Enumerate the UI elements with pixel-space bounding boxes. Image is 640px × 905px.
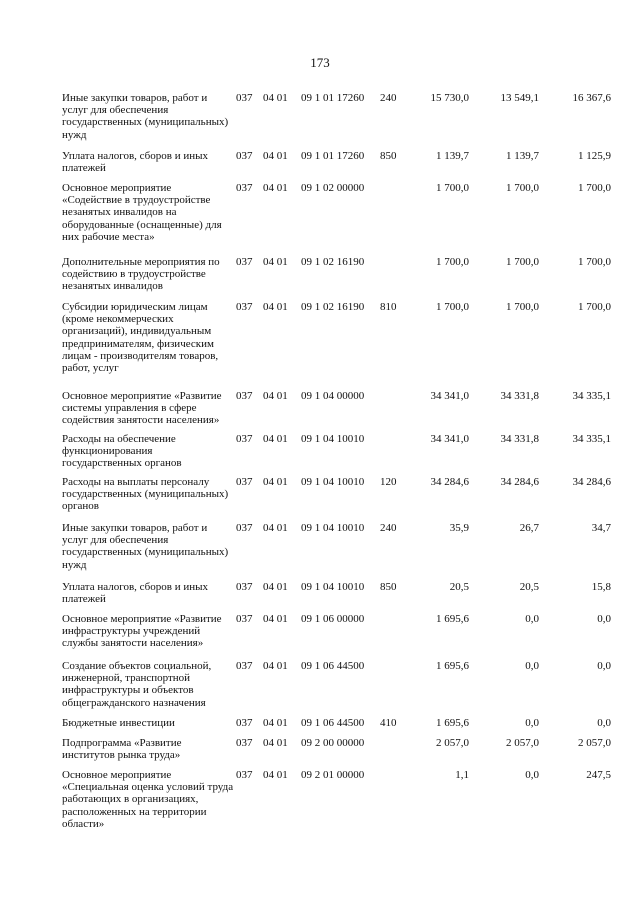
row-amount-year2: 1 700,0	[506, 182, 539, 194]
row-ministry-code: 037	[236, 150, 253, 162]
row-amount-year1: 1 695,6	[436, 660, 469, 672]
row-amount-year1: 1 695,6	[436, 613, 469, 625]
row-expense-type: 410	[380, 717, 397, 729]
row-section-code: 04 01	[263, 476, 288, 488]
row-target-article: 09 1 02 16190	[301, 256, 365, 268]
row-target-article: 09 1 04 10010	[301, 581, 365, 593]
row-ministry-code: 037	[236, 182, 253, 194]
row-amount-year3: 1 125,9	[578, 150, 611, 162]
row-amount-year1: 2 057,0	[436, 737, 469, 749]
row-expense-type: 850	[380, 581, 397, 593]
row-amount-year3: 34 335,1	[572, 433, 611, 445]
row-target-article: 09 2 01 00000	[301, 769, 365, 781]
row-amount-year3: 15,8	[591, 581, 611, 593]
row-amount-year3: 1 700,0	[578, 256, 611, 268]
row-ministry-code: 037	[236, 717, 253, 729]
row-description: Расходы на обеспечение функционирования государственных органов	[62, 433, 182, 470]
row-description: Расходы на выплаты персоналу государственных (муниципальных) органов	[62, 476, 229, 513]
row-amount-year3: 0,0	[597, 717, 611, 729]
row-amount-year3: 247,5	[586, 769, 611, 781]
row-section-code: 04 01	[263, 613, 288, 625]
row-ministry-code: 037	[236, 92, 253, 104]
row-amount-year3: 34,7	[591, 522, 611, 534]
row-section-code: 04 01	[263, 256, 288, 268]
row-amount-year2: 34 284,6	[500, 476, 539, 488]
row-target-article: 09 1 06 00000	[301, 613, 365, 625]
row-section-code: 04 01	[263, 717, 288, 729]
row-amount-year2: 0,0	[525, 769, 539, 781]
row-target-article: 09 1 02 00000	[301, 182, 365, 194]
row-expense-type: 240	[380, 92, 397, 104]
row-amount-year1: 1,1	[455, 769, 469, 781]
row-ministry-code: 037	[236, 613, 253, 625]
row-target-article: 09 1 01 17260	[301, 150, 365, 162]
row-section-code: 04 01	[263, 390, 288, 402]
row-expense-type: 120	[380, 476, 397, 488]
row-description: Основное мероприятие «Развитие инфраструктуры учреждений службы занятости населения»	[62, 613, 222, 650]
row-description: Уплата налогов, сборов и иных платежей	[62, 150, 209, 175]
row-amount-year3: 1 700,0	[578, 301, 611, 313]
row-ministry-code: 037	[236, 390, 253, 402]
row-amount-year3: 0,0	[597, 613, 611, 625]
row-amount-year1: 15 730,0	[430, 92, 469, 104]
page-number: 173	[310, 55, 330, 70]
row-amount-year1: 1 139,7	[436, 150, 469, 162]
row-target-article: 09 1 04 00000	[301, 390, 365, 402]
row-amount-year2: 2 057,0	[506, 737, 539, 749]
row-description: Основное мероприятие «Содействие в трудоустройстве незанятых инвалидов на оборудованные (оснащенные) для них рабочие места»	[62, 182, 222, 243]
row-target-article: 09 1 01 17260	[301, 92, 365, 104]
row-amount-year3: 0,0	[597, 660, 611, 672]
row-amount-year1: 34 341,0	[430, 390, 469, 402]
row-ministry-code: 037	[236, 737, 253, 749]
row-amount-year2: 1 139,7	[506, 150, 539, 162]
row-target-article: 09 1 06 44500	[301, 660, 365, 672]
row-amount-year2: 0,0	[525, 613, 539, 625]
row-amount-year1: 1 695,6	[436, 717, 469, 729]
row-ministry-code: 037	[236, 256, 253, 268]
row-section-code: 04 01	[263, 522, 288, 534]
row-amount-year2: 0,0	[525, 717, 539, 729]
row-ministry-code: 037	[236, 769, 253, 781]
row-description: Подпрограмма «Развитие институтов рынка труда»	[62, 737, 182, 762]
row-section-code: 04 01	[263, 92, 288, 104]
row-section-code: 04 01	[263, 150, 288, 162]
row-amount-year1: 1 700,0	[436, 256, 469, 268]
row-section-code: 04 01	[263, 182, 288, 194]
row-description: Бюджетные инвестиции	[62, 717, 175, 729]
row-ministry-code: 037	[236, 522, 253, 534]
row-amount-year2: 26,7	[519, 522, 539, 534]
row-description: Дополнительные мероприятия по содействию в трудоустройстве незанятых инвалидов	[62, 256, 220, 293]
row-amount-year1: 1 700,0	[436, 301, 469, 313]
row-amount-year3: 34 284,6	[572, 476, 611, 488]
row-amount-year3: 16 367,6	[572, 92, 611, 104]
row-target-article: 09 1 04 10010	[301, 433, 365, 445]
row-expense-type: 850	[380, 150, 397, 162]
row-section-code: 04 01	[263, 769, 288, 781]
row-amount-year3: 2 057,0	[578, 737, 611, 749]
row-amount-year2: 20,5	[519, 581, 539, 593]
row-description: Субсидии юридическим лицам (кроме некоммерческих организаций), индивидуальным предпринимателям, физическим лицам - производителям товаров, работ, услуг	[62, 301, 219, 375]
row-ministry-code: 037	[236, 433, 253, 445]
row-amount-year2: 1 700,0	[506, 256, 539, 268]
row-amount-year3: 34 335,1	[572, 390, 611, 402]
row-amount-year3: 1 700,0	[578, 182, 611, 194]
row-description: Уплата налогов, сборов и иных платежей	[62, 581, 209, 606]
row-amount-year2: 13 549,1	[500, 92, 539, 104]
row-ministry-code: 037	[236, 476, 253, 488]
row-ministry-code: 037	[236, 660, 253, 672]
row-target-article: 09 1 02 16190	[301, 301, 365, 313]
row-amount-year1: 20,5	[449, 581, 469, 593]
row-amount-year1: 34 341,0	[430, 433, 469, 445]
row-section-code: 04 01	[263, 660, 288, 672]
row-description: Создание объектов социальной, инженерной, транспортной инфраструктуры и объектов общегражданского назначения	[62, 660, 212, 709]
row-ministry-code: 037	[236, 581, 253, 593]
row-section-code: 04 01	[263, 433, 288, 445]
row-target-article: 09 1 04 10010	[301, 476, 365, 488]
row-amount-year2: 0,0	[525, 660, 539, 672]
row-amount-year2: 34 331,8	[500, 390, 539, 402]
row-description: Основное мероприятие «Развитие системы управления в сфере содействия занятости населения»	[62, 390, 222, 427]
row-description: Основное мероприятие «Специальная оценка условий труда работающих в организациях, расположенных на территории области»	[62, 769, 234, 830]
row-amount-year1: 1 700,0	[436, 182, 469, 194]
row-expense-type: 810	[380, 301, 397, 313]
row-description: Иные закупки товаров, работ и услуг для обеспечения государственных (муниципальных) нужд	[62, 522, 229, 571]
row-amount-year1: 35,9	[449, 522, 469, 534]
row-amount-year2: 1 700,0	[506, 301, 539, 313]
row-expense-type: 240	[380, 522, 397, 534]
row-description: Иные закупки товаров, работ и услуг для обеспечения государственных (муниципальных) нужд	[62, 92, 229, 141]
row-amount-year2: 34 331,8	[500, 433, 539, 445]
row-section-code: 04 01	[263, 581, 288, 593]
row-section-code: 04 01	[263, 737, 288, 749]
row-ministry-code: 037	[236, 301, 253, 313]
row-target-article: 09 1 04 10010	[301, 522, 365, 534]
row-target-article: 09 1 06 44500	[301, 717, 365, 729]
row-section-code: 04 01	[263, 301, 288, 313]
row-target-article: 09 2 00 00000	[301, 737, 365, 749]
row-amount-year1: 34 284,6	[430, 476, 469, 488]
